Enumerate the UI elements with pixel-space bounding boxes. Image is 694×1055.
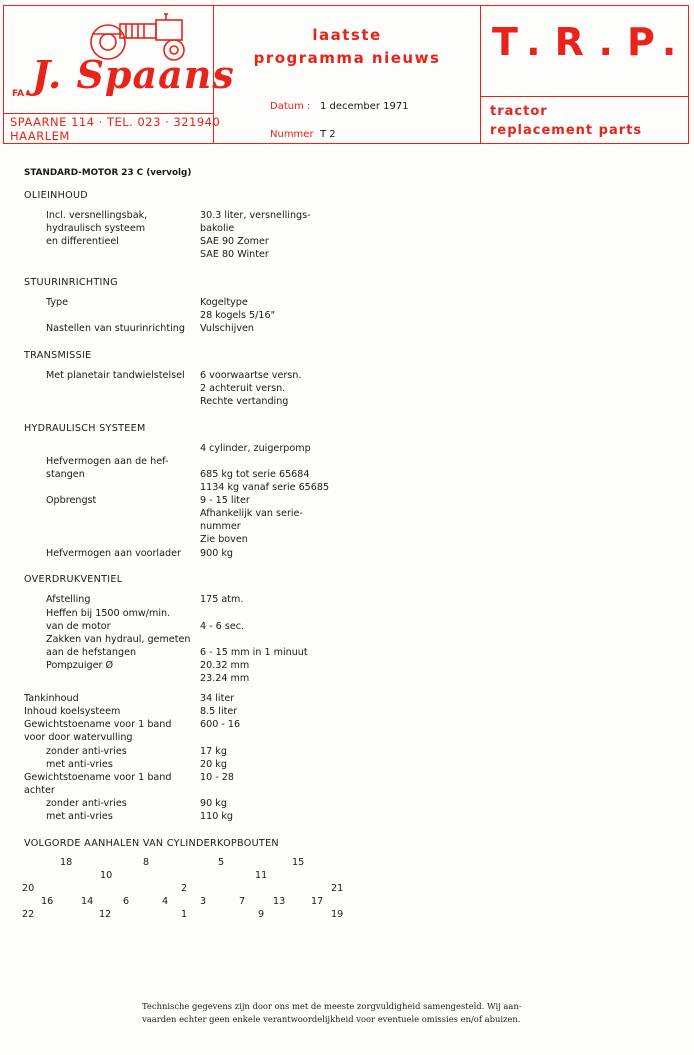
- spec-value: 30.3 liter, versnellings-: [200, 210, 311, 221]
- company-logo-name: J. Spaans: [32, 52, 235, 97]
- spec-value: SAE 90 Zomer: [200, 236, 269, 247]
- spec-value: 4 cylinder, zuigerpomp: [200, 443, 311, 454]
- date-label: Datum :: [270, 101, 311, 112]
- spec-label: Incl. versnellingsbak,: [46, 210, 148, 221]
- spec-value: 6 voorwaartse versn.: [200, 370, 302, 381]
- spec-value: 34 liter: [200, 693, 235, 704]
- spec-label: Hefvermogen aan de hef-: [46, 456, 169, 467]
- spec-value: bakolie: [200, 223, 235, 234]
- section-heading: HYDRAULISCH SYSTEEM: [24, 423, 146, 434]
- spec-label: Tankinhoud: [24, 693, 79, 704]
- section-heading: OVERDRUKVENTIEL: [24, 574, 123, 585]
- spec-value: Kogeltype: [200, 297, 248, 308]
- letterhead: [3, 5, 689, 144]
- spec-label: Afstelling: [46, 594, 91, 605]
- spec-value: 8.5 liter: [200, 706, 238, 717]
- number-field: [270, 129, 336, 140]
- bolt-number: 17: [311, 896, 324, 907]
- section-heading: VOLGORDE AANHALEN VAN CYLINDERKOPBOUTEN: [24, 838, 279, 849]
- spec-label: Zakken van hydraul, gemeten: [46, 634, 191, 645]
- bolt-number: 7: [239, 896, 246, 907]
- spec-value: 900 kg: [200, 548, 234, 559]
- spec-label: hydraulisch systeem: [46, 223, 146, 234]
- spec-label: van de motor: [46, 621, 111, 632]
- spec-label: Type: [46, 297, 69, 308]
- bolt-number: 2: [181, 883, 188, 894]
- bolt-number: 13: [273, 896, 286, 907]
- spec-value: 1134 kg vanaf serie 65685: [200, 482, 330, 493]
- bolt-number: 10: [100, 870, 113, 881]
- spec-value: 17 kg: [200, 746, 227, 757]
- spec-label: Opbrengst: [46, 495, 97, 506]
- bolt-number: 22: [22, 909, 35, 920]
- bolt-number: 4: [162, 896, 169, 907]
- spec-label: Hefvermogen aan voorlader: [46, 548, 181, 559]
- spec-label: Heffen bij 1500 omw/min.: [46, 608, 171, 619]
- news-title-line-2: programma nieuws: [253, 49, 441, 67]
- spec-value: 28 kogels 5/16": [200, 310, 276, 321]
- number-label: Nummer: [270, 129, 314, 140]
- spec-value: 2 achteruit versn.: [200, 383, 286, 394]
- header-divider: [480, 6, 481, 143]
- spec-value: 4 - 6 sec.: [200, 621, 245, 632]
- bolt-number: 18: [60, 857, 73, 868]
- spec-value: Vulschijven: [200, 323, 255, 334]
- spec-label: zonder anti-vries: [46, 746, 127, 757]
- spec-value: 20.32 mm: [200, 660, 250, 671]
- date-value: 1 december 1971: [319, 101, 409, 112]
- address-line-1: SPAARNE 114 · TEL. 023 · 321940: [10, 115, 221, 129]
- spec-label: met anti-vries: [46, 759, 113, 770]
- disclaimer-line-1: Technische gegevens zijn door ons met de meeste zorgvuldigheid samengesteld. Wij aan-: [142, 1001, 522, 1011]
- spec-label: Met planetair tandwielstelsel: [46, 370, 185, 381]
- date-field: [270, 101, 409, 112]
- spec-value: 20 kg: [200, 759, 227, 770]
- bolt-number: 19: [331, 909, 344, 920]
- spec-value: 9 - 15 liter: [200, 495, 250, 506]
- bolt-number: 3: [200, 896, 207, 907]
- brand-divider: [480, 96, 688, 97]
- spec-value: 110 kg: [200, 811, 234, 822]
- spec-label: stangen: [46, 469, 85, 480]
- section-heading: STUURINRICHTING: [24, 277, 118, 288]
- disclaimer-line-2: vaarden echter geen enkele verantwoordelijkheid voor eventuele omissies en/of abuizen.: [142, 1014, 521, 1024]
- bolt-number: 9: [258, 909, 265, 920]
- spec-value: nummer: [200, 521, 241, 532]
- spec-label: Nastellen van stuurinrichting: [46, 323, 185, 334]
- brand-sub-line-2: replacement parts: [490, 123, 643, 138]
- spec-label: voor door watervulling: [24, 732, 133, 743]
- bolt-number: 14: [81, 896, 94, 907]
- bolt-number: 20: [22, 883, 35, 894]
- number-value: T 2: [319, 129, 336, 140]
- address-line-2: HAARLEM: [10, 129, 70, 143]
- spec-label: Pompzuiger Ø: [46, 660, 114, 671]
- bolt-number: 21: [331, 883, 344, 894]
- news-title-line-1: laatste: [312, 26, 382, 44]
- spec-value: 90 kg: [200, 798, 227, 809]
- spec-value: 10 - 28: [200, 772, 234, 783]
- bolt-number: 5: [218, 857, 225, 868]
- logo-fa: FA: [12, 89, 25, 99]
- bolt-number: 8: [143, 857, 150, 868]
- spec-label: Gewichtstoename voor 1 band: [24, 772, 172, 783]
- spec-label: met anti-vries: [46, 811, 113, 822]
- bolt-number: 6: [123, 896, 130, 907]
- spec-label: en differentieel: [46, 236, 119, 247]
- section-heading: TRANSMISSIE: [24, 350, 92, 361]
- brand-trp: T.R.P.: [492, 20, 691, 64]
- spec-value: 175 atm.: [200, 594, 244, 605]
- spec-value: SAE 80 Winter: [200, 249, 269, 260]
- doc-title: STANDARD-MOTOR 23 C (vervolg): [24, 168, 192, 178]
- spec-label: Gewichtstoename voor 1 band: [24, 719, 172, 730]
- bolt-number: 16: [41, 896, 54, 907]
- spec-value: Rechte vertanding: [200, 396, 289, 407]
- spec-value: 685 kg tot serie 65684: [200, 469, 310, 480]
- spec-label: achter: [24, 785, 55, 796]
- spec-value: Afhankelijk van serie-: [200, 508, 303, 519]
- bolt-number: 12: [99, 909, 112, 920]
- address-divider: [4, 113, 213, 114]
- spec-label: zonder anti-vries: [46, 798, 127, 809]
- spec-value: Zie boven: [200, 534, 248, 545]
- brand-sub-line-1: tractor: [490, 104, 548, 119]
- spec-label: Inhoud koelsysteem: [24, 706, 121, 717]
- spec-value: 600 - 16: [200, 719, 241, 730]
- bolt-number: 11: [255, 870, 268, 881]
- bolt-number: 15: [292, 857, 305, 868]
- spec-value: 6 - 15 mm in 1 minuut: [200, 647, 308, 658]
- section-heading: OLIEINHOUD: [24, 190, 88, 201]
- bolt-number: 1: [181, 909, 188, 920]
- spec-value: 23.24 mm: [200, 673, 250, 684]
- spec-label: aan de hefstangen: [46, 647, 137, 658]
